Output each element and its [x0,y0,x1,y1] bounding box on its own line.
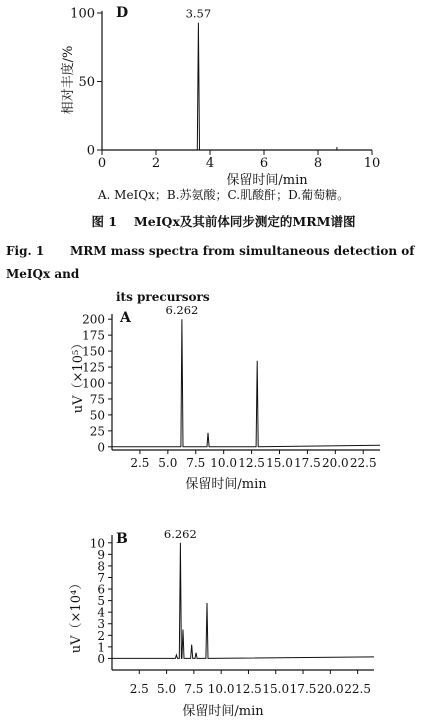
x-tick-label: 17.5 [294,456,321,470]
figure-number-en: Fig. 1 [6,244,45,258]
x-tick-label: 10.0 [207,682,235,696]
y-tick-label: 150 [82,344,105,359]
panel-label: A [120,310,131,326]
x-tick-label: 20.0 [316,682,344,696]
panel-label: B [116,531,128,547]
chromatogram-trace [112,543,374,659]
chromatogram-trace [102,23,372,150]
y-tick-label: 4 [97,605,105,620]
y-tick-label: 200 [82,312,105,327]
x-axis-label: 保留时间/min [185,477,267,492]
y-tick-label: 10 [89,536,105,551]
y-tick-label: 5 [97,594,105,609]
x-tick-label: 4 [205,156,215,171]
y-axis-label: 相对丰度/% [61,45,76,115]
x-tick-label: 12.5 [238,456,265,470]
y-tick-label: 75 [89,392,105,407]
y-tick-label: 0 [97,651,105,666]
y-tick-label: 3 [97,617,105,632]
x-tick-label: 2.5 [129,682,149,696]
peak-label: 6.262 [165,303,199,318]
x-tick-label: 10.0 [210,456,238,470]
x-tick-label: 7.5 [184,682,204,696]
chromatogram-trace [112,319,380,447]
x-tick-label: 5.0 [158,456,178,470]
x-tick-label: 15.0 [262,682,290,696]
y-axis-label: uV（×10⁵） [71,336,86,414]
y-tick-label: 1 [97,640,105,655]
y-tick-label: 0 [97,440,105,455]
x-axis-label: 保留时间/min [226,173,308,186]
figure-title-cn: 图 1 MeIQx及其前体同步测定的MRM谱图 [91,214,356,229]
y-tick-label: 100 [70,6,95,22]
figure-legend: A. MeIQx；B.苏氨酸；C.肌酸酐；D.葡萄糖。 [97,188,350,202]
figure-title-en-line1: MRM mass spectra from simultaneous detection of MeIQx and [6,244,415,281]
panel-label: D [116,5,129,21]
x-axis-label: 保留时间/min [182,704,264,719]
x-tick-label: 22.5 [349,456,377,470]
y-tick-label: 7 [97,570,105,585]
chart-b [0,515,447,724]
peak-label: 3.57 [185,6,212,21]
x-tick-label: 15.0 [266,456,293,470]
x-tick-label: 22.5 [344,682,371,696]
x-tick-label: 2 [151,156,161,171]
y-tick-label: 50 [89,408,105,423]
x-tick-label: 0 [97,156,107,171]
y-tick-label: 6 [97,582,105,597]
x-tick-label: 5.0 [157,682,177,696]
y-axis-label: uV（×10⁴） [69,576,84,654]
x-tick-label: 17.5 [289,682,317,696]
x-tick-label: 6 [259,156,269,171]
y-tick-label: 8 [97,559,105,574]
x-tick-label: 20.0 [321,456,349,470]
x-tick-label: 12.5 [235,682,262,696]
y-tick-label: 0 [86,143,95,159]
x-tick-label: 7.5 [186,456,206,470]
y-tick-label: 125 [82,360,105,375]
chart-a [0,300,447,500]
y-tick-label: 9 [97,547,105,562]
peak-label: 6.262 [163,526,197,541]
x-tick-label: 2.5 [130,456,150,470]
chart-d [0,0,447,186]
figure-title-en-line2: its precursors [116,290,210,304]
y-tick-label: 175 [82,328,105,343]
x-tick-label: 8 [313,156,323,171]
y-tick-label: 2 [97,628,105,643]
figure-title-en [6,240,446,309]
y-tick-label: 25 [89,424,105,439]
x-tick-label: 10 [363,156,381,171]
y-tick-label: 50 [78,75,95,90]
y-tick-label: 100 [82,376,105,391]
